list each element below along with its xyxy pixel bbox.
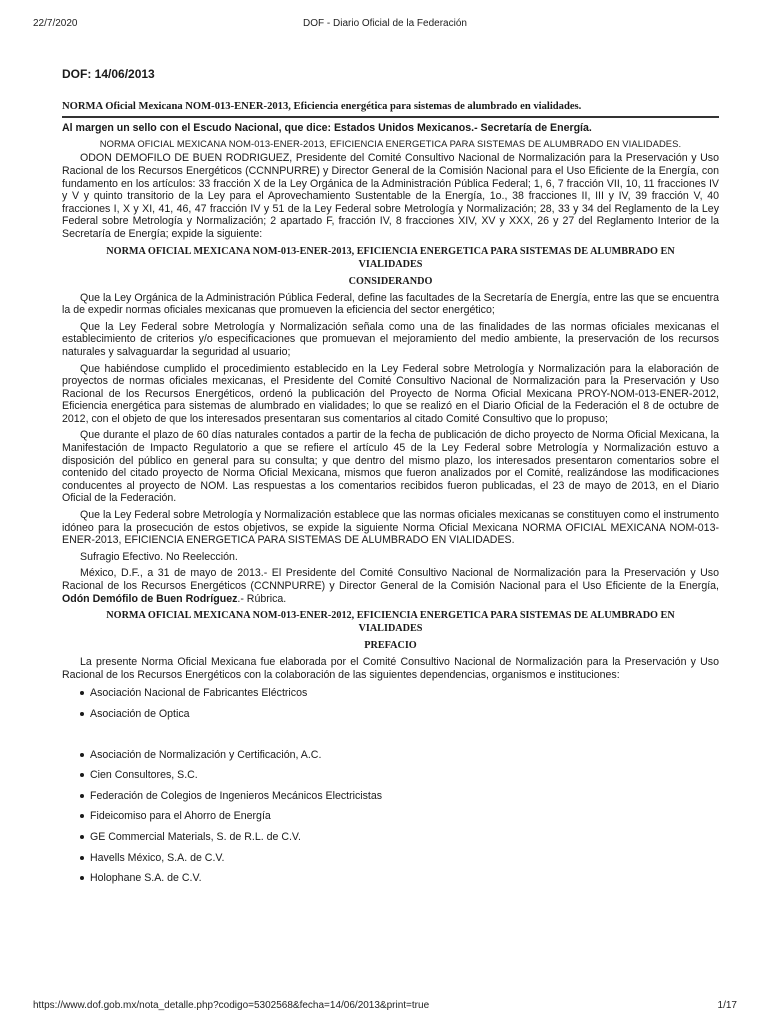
page-number: 1/17: [717, 1000, 737, 1011]
considerando-paragraph: Que la Ley Federal sobre Metrología y Normalización establece que las normas oficiales mexicanas se constituyen como el instrumento idóneo para la prosecución de estos objetivos, se expide la siguiente Norma Oficial Mexicana NORMA OFICIAL MEXICANA NOM-013-ENER-2013, EFICIENCIA ENERGETICA PARA SISTEMAS DE ALUMBRADO EN VIALIDADES.: [62, 509, 719, 547]
caps-title-line: NORMA OFICIAL MEXICANA NOM-013-ENER-2013, EFICIENCIA ENERGETICA PARA SISTEMAS DE ALUMBRADO EN VIALIDADES.: [99, 137, 682, 149]
list-item: [80, 790, 719, 803]
dof-date: DOF: 14/06/2013: [62, 67, 155, 81]
considerando-paragraph: Que la Ley Orgánica de la Administración Pública Federal, define las facultades de la Secretaría de Energía, entre las que se encuentra la de expedir normas oficiales mexicanas que promueven la eficiencia del sector energético;: [62, 291, 719, 317]
prefacio-paragraph: La presente Norma Oficial Mexicana fue elaborada por el Comité Consultivo Nacional de Normalización para la Preservación y Uso Racional de los Recursos Energéticos con la colaboración de las siguientes dependencias, organismos e instituciones:: [62, 656, 719, 681]
bullet-icon: [80, 773, 84, 777]
org-name: GE Commercial Materials, S. de R.L. de C.V.: [90, 830, 301, 843]
org-name: Asociación Nacional de Fabricantes Eléctricos: [90, 687, 308, 700]
print-date: 22/7/2020: [33, 18, 78, 29]
considerando-paragraph: Que habiéndose cumplido el procedimiento establecido en la Ley Federal sobre Metrología y Normalización para la elaboración de proyectos de normas oficiales mexicanas, el Presidente del Comité Consultivo Nacional de Normalización para la Preservación y Uso Racional de los Recursos Energéticos, ordenó la publicación del Proyecto de Norma Oficial Mexicana PROY-NOM-013-ENER-2012, Eficiencia energética para sistemas de alumbrado en vialidades; lo que se realizó en el Diario Oficial de la Federación el 8 de octubre de 2012, con el objeto de que los interesados presentaran sus comentarios al citado Comité Consultivo que lo propuso;: [62, 362, 719, 425]
sufragio-line: Sufragio Efectivo. No Reelección.: [80, 550, 238, 563]
org-name: Holophane S.A. de C.V.: [90, 872, 202, 885]
org-name: Havells México, S.A. de C.V.: [90, 851, 225, 864]
bullet-icon: [80, 856, 84, 860]
bullet-icon: [80, 691, 84, 695]
considerando-paragraph: Que la Ley Federal sobre Metrología y Normalización señala como una de las finalidades de las normas oficiales mexicanas el establecimiento de criterios y/o especificaciones que promuevan el mejoramiento del medio ambiente, la preservación de los recursos naturales y salvaguardar la seguridad al usuario;: [62, 320, 719, 358]
list-item: [80, 872, 719, 885]
print-footer: [33, 1000, 737, 1014]
firma-paragraph: [62, 567, 719, 605]
org-name: Asociación de Normalización y Certificación, A.C.: [90, 748, 322, 761]
norma-title: NORMA Oficial Mexicana NOM-013-ENER-2013, Eficiencia energética para sistemas de alumbrado en vialidades.: [62, 101, 719, 119]
list-item: [80, 831, 719, 844]
bullet-icon: [80, 794, 84, 798]
organizations-list: [62, 687, 719, 884]
bullet-icon: [80, 876, 84, 880]
list-item: [80, 708, 719, 721]
org-name: Cien Consultores, S.C.: [90, 769, 198, 782]
firma-name: Odón Demófilo de Buen Rodríguez: [62, 592, 238, 605]
list-item: [80, 749, 719, 762]
print-url: https://www.dof.gob.mx/nota_detalle.php?codigo=5302568&fecha=14/06/2013&print=true: [33, 1000, 430, 1011]
bullet-icon: [80, 753, 84, 757]
bullet-icon: [80, 712, 84, 716]
norma-heading: NORMA OFICIAL MEXICANA NOM-013-ENER-2013, EFICIENCIA ENERGETICA PARA SISTEMAS DE ALUMBRADO EN VIALIDADES: [106, 245, 675, 270]
intro-paragraph: ODON DEMOFILO DE BUEN RODRIGUEZ, Presidente del Comité Consultivo Nacional de Normalización para la Preservación y Uso Racional de los Recursos Energéticos (CCNNPURRE) y Director General de la Comisión Nacional para el Uso Eficiente de la Energía, con fundamento en los artículos: 33 fracción X de la Ley Orgánica de la Administración Pública Federal; 1, 6, 7 fracción VII, 10, 11 fracciones IV y V y quinto transitorio de la Ley para el Aprovechamiento Sustentable de la Energía, 1o., 38 fracciones II, III y IV, 39 fracción V, 40 fracciones I, X y XI, 41, 46, 47 fracción IV y 51 de la Ley Federal sobre Metrología y Normalización; 28, 33 y 34 del Reglamento de la Ley Federal sobre Metrología y Normalización; 2 apartado F, fracción IV, 8 fracciones XIV, XV y XXX, 26 y 27 del Reglamento Interior de la Secretaría de Energía; expide la siguiente:: [62, 152, 719, 240]
list-item: [80, 810, 719, 823]
print-header: [33, 18, 737, 32]
org-name: Federación de Colegios de Ingenieros Mecánicos Electricistas: [90, 789, 383, 802]
org-name: Asociación de Optica: [90, 707, 190, 720]
considerando-heading: CONSIDERANDO: [348, 275, 433, 287]
bullet-icon: [80, 835, 84, 839]
sello-line: Al margen un sello con el Escudo Nacional, que dice: Estados Unidos Mexicanos.- Secretaría de Energía.: [62, 122, 592, 135]
norma-heading-2: NORMA OFICIAL MEXICANA NOM-013-ENER-2012, EFICIENCIA ENERGETICA PARA SISTEMAS DE ALUMBRADO EN VIALIDADES: [106, 610, 675, 635]
firma-text: México, D.F., a 31 de mayo de 2013.- El Presidente del Comité Consultivo Nacional de Normalización para la Preservación y Uso Racional de los Recursos Energéticos (CCNNPURRE) y Director General de la Comisión Nacional para el Uso Eficiente de la Energía,: [62, 567, 719, 592]
firma-rubrica: .- Rúbrica.: [237, 592, 287, 605]
list-item: [80, 852, 719, 865]
list-item: [80, 769, 719, 782]
document-content: [62, 68, 719, 893]
list-item: [80, 687, 719, 700]
prefacio-heading: PREFACIO: [364, 640, 417, 652]
bullet-icon: [80, 814, 84, 818]
org-name: Fideicomiso para el Ahorro de Energía: [90, 810, 271, 823]
considerando-paragraph: Que durante el plazo de 60 días naturales contados a partir de la fecha de publicación de dicho proyecto de Norma Oficial Mexicana, la Manifestación de Impacto Regulatorio a que se refiere el artículo 45 de la Ley Federal sobre Metrología y Normalización estuvo a disposición del público en general para su consulta; y que dentro del mismo plazo, los interesados presentaron comentarios sobre el contenido del citado proyecto de Norma Oficial Mexicana, mismos que fueron analizados por el Comité, realizándose las modificaciones conducentes al proyecto de NOM. Las respuestas a los comentarios recibidos fueron publicadas, el 23 de mayo de 2013, en el Diario Oficial de la Federación.: [62, 429, 719, 505]
print-title: DOF - Diario Oficial de la Federación: [303, 18, 467, 29]
